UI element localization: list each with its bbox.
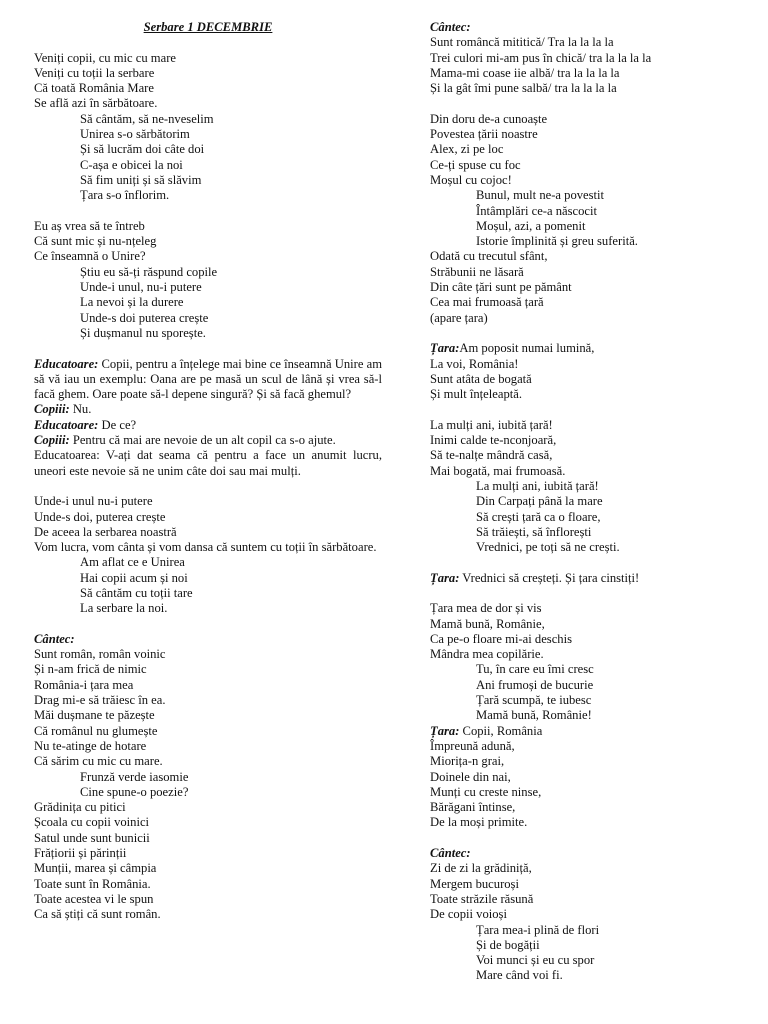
verse-line: La mulți ani, iubită țară! — [430, 417, 553, 432]
verse-line: Mai bogată, mai frumoasă. — [430, 463, 566, 478]
verse-line: Hai copii acum și noi — [80, 570, 188, 585]
stanza-paragraph: Vom lucra, vom cânta și vom dansa că suntem cu toții în sărbătoare. — [34, 540, 377, 555]
verse-line: Se află azi în sărbătoare. — [34, 96, 158, 111]
stanza — [430, 601, 750, 662]
dialog-text: Nu. — [69, 402, 92, 417]
verse-line: Că românul nu glumește — [34, 723, 158, 738]
dialog-text: De ce? — [98, 417, 137, 432]
verse-line: Trei culori mi-am pus în chică/ tra la la la la — [430, 50, 652, 65]
speaker-label: Țara: — [430, 341, 460, 356]
speaker-label: Educatoare: — [34, 417, 99, 432]
verse-line: Mândra mea copilărie. — [430, 647, 544, 662]
song — [430, 923, 750, 984]
stanza — [430, 357, 750, 403]
verse-line: Ce înseamnă o Unire? — [34, 249, 146, 264]
verse-line: Să trăiești, să înflorești — [476, 524, 592, 539]
song — [430, 35, 750, 96]
stanza — [430, 479, 750, 555]
stanza — [430, 188, 750, 249]
verse-line: Și la gât îmi pune salbă/ tra la la la la — [430, 81, 617, 96]
verse-line: Că sărim cu mic cu mare. — [34, 754, 163, 769]
verse-line: Munți cu creste ninse, — [430, 784, 542, 799]
stanza — [430, 112, 750, 188]
speaker-label: Copiii: — [34, 433, 70, 448]
verse-line: Frățiorii și părinții — [34, 846, 127, 861]
stanza — [34, 800, 382, 922]
verse-line: Să cântăm cu toții tare — [80, 585, 193, 600]
verse-line: Să te-nalțe mândră casă, — [430, 448, 553, 463]
right-column — [430, 20, 750, 984]
left-column — [34, 20, 382, 923]
dialog-line — [430, 341, 750, 356]
verse-line: Odată cu trecutul sfânt, — [430, 249, 548, 264]
verse-line: Frunză verde iasomie — [80, 769, 189, 784]
verse-line: Să crești țară ca o floare, — [476, 509, 601, 524]
verse-line: Sunt româncă mititică/ Tra la la la la — [430, 35, 614, 50]
verse-line: Străbunii ne lăsară — [430, 264, 524, 279]
verse-line: (apare țara) — [430, 310, 488, 325]
song-label: Cântec: — [34, 631, 75, 646]
verse-line: Să cântăm, să ne-nveselim — [80, 111, 214, 126]
verse-line: Unde-i unul, nu-i putere — [80, 280, 202, 295]
verse-line: Împreună adună, — [430, 738, 515, 753]
verse-line: Am aflat ce e Unirea — [80, 555, 185, 570]
verse-line: Ca pe-o floare mi-ai deschis — [430, 631, 572, 646]
verse-line: Zi de zi la grădiniță, — [430, 861, 532, 876]
verse-line: Veniți cu toții la serbare — [34, 65, 155, 80]
dialog-text: Pentru că mai are nevoie de un alt copil ca s-o ajute. — [69, 433, 336, 448]
verse-line: Întâmplări ce-a născocit — [476, 203, 597, 218]
verse-line: Inimi calde te-nconjoară, — [430, 433, 557, 448]
verse-line: Bărăgani întinse, — [430, 800, 516, 815]
verse-line: Mama-mi coase iie albă/ tra la la la la — [430, 65, 620, 80]
dialog-line — [34, 433, 382, 448]
verse-line: Măi dușmane te păzește — [34, 708, 155, 723]
verse-line: Și n-am frică de nimic — [34, 662, 147, 677]
verse-line: Alex, zi pe loc — [430, 142, 504, 157]
verse-line: Istorie împlinită și greu suferită. — [476, 234, 638, 249]
dialog-line — [34, 402, 382, 417]
stanza — [430, 662, 750, 723]
document-title: Serbare 1 DECEMBRIE — [143, 20, 273, 34]
verse-line: Mergem bucuroși — [430, 876, 519, 891]
verse-line: Să fim uniți și să slăvim — [80, 172, 202, 187]
verse-line: Mamă bună, Românie! — [476, 708, 592, 723]
verse-line: Ca să știți că sunt român. — [34, 907, 161, 922]
verse-line: Unirea s-o sărbătorim — [80, 127, 190, 142]
dialog-line: Educatoarea: V-ați dat seama că pentru a face un anumit lucru, uneori este nevoie să ne unim câte doi sau mai mulți. — [34, 448, 382, 478]
song-label: Cântec: — [430, 20, 471, 34]
verse-line: Ce-ți spuse cu foc — [430, 157, 521, 172]
stanza — [430, 249, 750, 325]
stanza — [34, 265, 382, 341]
verse-line: Eu aș vrea să te întreb — [34, 218, 145, 233]
dialog-line — [430, 724, 750, 739]
verse-line: Cea mai frumoasă țară — [430, 295, 544, 310]
speaker-label: Copiii: — [34, 402, 70, 417]
verse-line: Toate străzile răsună — [430, 891, 534, 906]
speaker-label: Educatoare: — [34, 356, 99, 371]
verse-line: Vrednici, pe toți să ne crești. — [476, 540, 620, 555]
verse-line: Nu te-atinge de hotare — [34, 738, 147, 753]
verse-line: La voi, România! — [430, 356, 519, 371]
stanza — [34, 555, 382, 616]
verse-line: Grădinița cu pitici — [34, 800, 126, 815]
verse-line: Miorița-n grai, — [430, 754, 505, 769]
verse-line: Veniți copii, cu mic cu mare — [34, 50, 176, 65]
verse-line: Și dușmanul nu sporește. — [80, 325, 206, 340]
stanza — [430, 739, 750, 831]
song-label: Cântec: — [430, 846, 471, 861]
verse-line: Cine spune-o poezie? — [80, 784, 189, 799]
verse-line: Mamă bună, Românie, — [430, 616, 545, 631]
verse-line: Și să lucrăm doi câte doi — [80, 142, 205, 157]
stanza — [34, 770, 382, 801]
dialog-text: Vrednici să creșteți. Și țara cinstiți! — [459, 570, 640, 585]
verse-line: Din câte țări sunt pe pământ — [430, 280, 572, 295]
verse-line: Moșul, azi, a pomenit — [476, 218, 586, 233]
verse-line: Ani frumoși de bucurie — [476, 677, 594, 692]
verse-line: Unde-s doi, puterea crește — [34, 509, 166, 524]
stanza — [34, 647, 382, 769]
verse-line: Moșul cu cojoc! — [430, 172, 512, 187]
verse-line: Doinele din nai, — [430, 769, 511, 784]
dialog-line — [34, 418, 382, 433]
verse-line: Tu, în care eu îmi cresc — [476, 662, 594, 677]
verse-line: Țara mea de dor și vis — [430, 601, 542, 616]
verse-line: Drag mi-e să trăiesc în ea. — [34, 693, 166, 708]
verse-line: Țara s-o înflorim. — [80, 188, 170, 203]
stanza — [34, 112, 382, 204]
stanza — [34, 494, 382, 540]
verse-line: Țara mea-i plină de flori — [476, 922, 600, 937]
verse-line: Unde-i unul nu-i putere — [34, 494, 153, 509]
verse-line: Voi munci și eu cu spor — [476, 953, 595, 968]
verse-line: Munții, marea și câmpia — [34, 861, 157, 876]
verse-line: Știu eu să-ți răspund copile — [80, 264, 218, 279]
dialog-text: Copii, pentru a înțelege mai bine ce înseamnă Unire am să vă iau un exemplu: Oana are pe masă un scul de lână și vrea să-l facă ghem. Oare poate să-l depene singură? Și să facă ghemul? — [34, 356, 382, 402]
dialog-text: Copii, România — [459, 723, 543, 738]
speaker-label: Țara: — [430, 723, 460, 738]
verse-line: Toate acestea vi le spun — [34, 891, 154, 906]
verse-line: România-i țara mea — [34, 677, 134, 692]
verse-line: Din doru de-a cunoaște — [430, 111, 548, 126]
verse-line: Școala cu copii voinici — [34, 815, 150, 830]
verse-line: De la moși primite. — [430, 815, 528, 830]
stanza — [34, 51, 382, 112]
verse-line: Sunt atâta de bogată — [430, 371, 532, 386]
verse-line: Țară scumpă, te iubesc — [476, 693, 592, 708]
verse-line: Satul unde sunt bunicii — [34, 830, 150, 845]
song — [430, 861, 750, 922]
verse-line: La serbare la noi. — [80, 601, 168, 616]
verse-line: Sunt român, român voinic — [34, 647, 166, 662]
dialog-line — [430, 571, 750, 586]
verse-line: Toate sunt în România. — [34, 876, 151, 891]
verse-line: Bunul, mult ne-a povestit — [476, 188, 605, 203]
dialog-text: Am poposit numai lumină, — [459, 341, 595, 356]
verse-line: C-așa e obicei la noi — [80, 157, 183, 172]
verse-line: La mulți ani, iubită țară! — [476, 478, 599, 493]
stanza — [34, 219, 382, 265]
speaker-label: Țara: — [430, 570, 460, 585]
stanza — [430, 418, 750, 479]
verse-line: Că toată România Mare — [34, 81, 154, 96]
verse-line: Povestea țării noastre — [430, 127, 538, 142]
dialog-line — [34, 357, 382, 403]
verse-line: La nevoi și la durere — [80, 295, 184, 310]
verse-line: De aceea la serbarea noastră — [34, 524, 177, 539]
verse-line: Din Carpați până la mare — [476, 494, 603, 509]
verse-line: Mare când voi fi. — [476, 968, 563, 983]
verse-line: Și de bogății — [476, 937, 540, 952]
verse-line: Unde-s doi puterea crește — [80, 310, 209, 325]
verse-line: Și mult înțeleaptă. — [430, 387, 522, 402]
verse-line: Că sunt mic și nu-nțeleg — [34, 234, 157, 249]
verse-line: De copii voioși — [430, 907, 507, 922]
